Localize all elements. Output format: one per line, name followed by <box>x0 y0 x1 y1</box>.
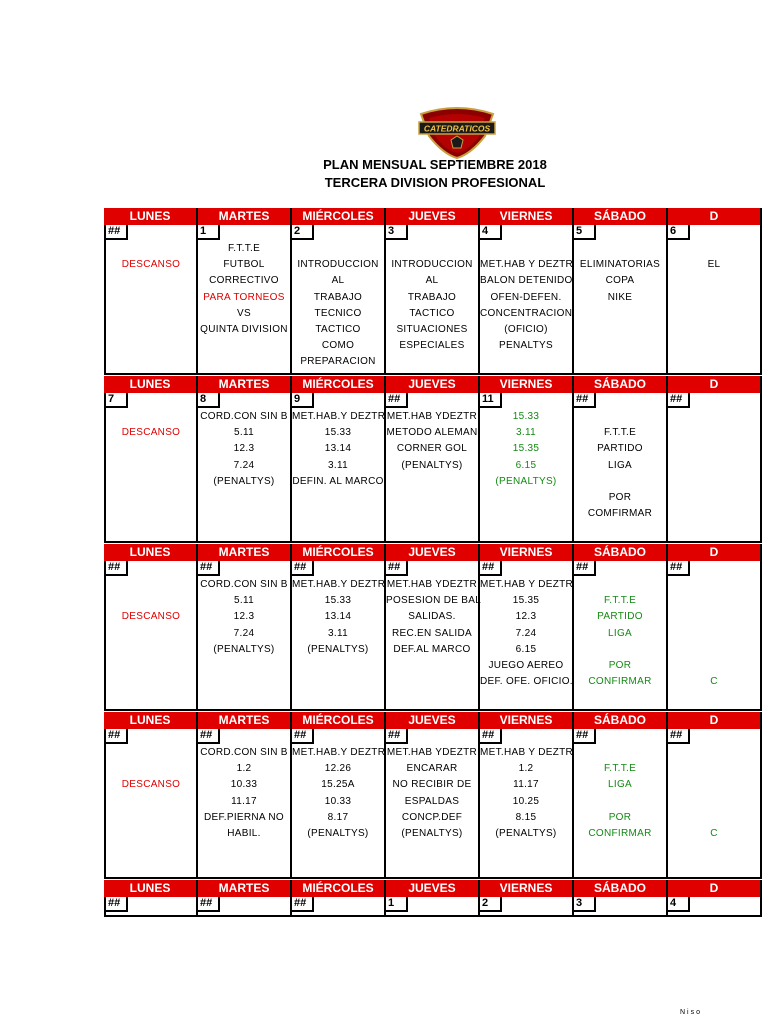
day-cell <box>668 393 762 543</box>
session-note-line: 1.2 <box>236 763 252 775</box>
day-number: ## <box>198 561 220 576</box>
session-note-line <box>574 474 666 490</box>
session-notes <box>574 409 666 522</box>
day-number: ## <box>106 729 128 744</box>
session-note-line <box>574 642 666 658</box>
session-note-line: 6.15 <box>515 643 537 655</box>
weekday-header: VIERNES <box>480 880 574 897</box>
session-note-line <box>668 810 760 826</box>
weekday-header: VIERNES <box>480 712 574 729</box>
session-note-line <box>106 593 196 609</box>
day-number: 9 <box>292 393 314 408</box>
day-number: ## <box>292 897 314 912</box>
session-note-line: 10.33 <box>230 779 258 791</box>
day-number: ## <box>480 729 502 744</box>
session-note-line: (PENALTYS) <box>495 475 557 487</box>
session-note-line: (PENALTYS) <box>495 827 557 839</box>
session-note-line: JUEGO AEREO <box>488 659 564 671</box>
session-note-line: F.T.T.E <box>603 763 637 775</box>
session-note-line: HABIL. <box>227 827 261 839</box>
session-note-line: (PENALTYS) <box>401 827 463 839</box>
session-note-line: METODO ALEMAN <box>386 427 478 439</box>
day-number: 4 <box>668 897 690 912</box>
session-note-line: 1.2 <box>518 763 534 775</box>
session-note-line: LIGA <box>608 779 632 791</box>
day-number: ## <box>106 561 128 576</box>
session-note-line: DESCANSO <box>121 611 181 623</box>
day-cell <box>386 897 480 917</box>
session-notes <box>480 409 572 490</box>
session-note-line: DESCANSO <box>121 259 181 271</box>
day-number: 1 <box>198 225 220 240</box>
session-note-line: NO RECIBIR DE <box>392 779 472 791</box>
session-note-line: POR <box>608 811 632 823</box>
session-note-line: LIGA <box>608 459 632 471</box>
weekday-header: JUEVES <box>386 712 480 729</box>
session-note-line: (PENALTYS) <box>401 459 463 471</box>
day-number: ## <box>668 729 690 744</box>
day-cell <box>480 393 574 543</box>
day-number: 5 <box>574 225 596 240</box>
day-cell <box>668 897 762 917</box>
session-notes <box>668 745 760 842</box>
session-note-line <box>386 241 478 257</box>
day-cell <box>574 225 668 375</box>
session-note-line: MET.HAB Y DEZTR <box>480 579 574 590</box>
day-cell <box>574 393 668 543</box>
day-cell <box>480 729 574 879</box>
session-note-line: (PENALTYS) <box>307 827 369 839</box>
session-note-line: 3.11 <box>516 427 536 439</box>
session-note-line: INTRODUCCION <box>297 259 379 271</box>
day-cell <box>574 729 668 879</box>
session-note-line: MET.HAB.Y DEZTR <box>292 411 386 422</box>
day-number: 8 <box>198 393 220 408</box>
session-note-line: 5.11 <box>234 595 254 607</box>
session-note-line: VS <box>237 307 251 319</box>
session-note-line: QUINTA DIVISION <box>200 323 288 335</box>
session-note-line: 12.26 <box>324 763 352 775</box>
monthly-calendar <box>104 208 721 918</box>
session-note-line: DEF.AL MARCO <box>393 643 471 655</box>
session-note-line: 10.25 <box>512 795 540 807</box>
day-number: 2 <box>292 225 314 240</box>
day-cell <box>104 225 198 375</box>
session-note-line <box>668 745 760 761</box>
day-number: ## <box>198 897 220 912</box>
day-cell <box>104 393 198 543</box>
session-note-line <box>106 241 196 257</box>
session-note-line: AL <box>331 275 345 287</box>
weekday-header: D <box>668 880 762 897</box>
session-note-line: TRABAJO <box>313 291 363 303</box>
session-notes <box>106 577 196 626</box>
day-cell <box>198 729 292 879</box>
session-note-line <box>106 761 196 777</box>
session-note-line: TECNICO <box>314 307 362 319</box>
weekday-header: JUEVES <box>386 544 480 561</box>
session-note-line: PARA TORNEOS <box>203 291 285 303</box>
weekday-header: MIÉRCOLES <box>292 208 386 225</box>
session-note-line: (PENALTYS) <box>213 643 275 655</box>
weekday-header-row <box>104 880 784 897</box>
session-note-line: 13.14 <box>324 443 352 455</box>
weekday-header: MARTES <box>198 376 292 393</box>
day-number: ## <box>574 393 596 408</box>
session-note-line: POR <box>608 491 632 503</box>
weekday-header: MARTES <box>198 712 292 729</box>
session-note-line: CORRECTIVO <box>209 275 279 287</box>
footer-text: Niso <box>680 1009 703 1016</box>
day-number: ## <box>668 561 690 576</box>
session-note-line: CONCP.DEF <box>401 811 463 823</box>
day-number: ## <box>292 561 314 576</box>
session-note-line: LIGA <box>608 627 632 639</box>
weekday-header: LUNES <box>104 712 198 729</box>
session-note-line: TACTICO <box>409 307 455 319</box>
weekday-header: LUNES <box>104 880 198 897</box>
session-note-line: ESPALDAS <box>404 795 460 807</box>
session-note-line: 13.14 <box>324 611 352 623</box>
day-cell <box>104 561 198 711</box>
session-note-line: C <box>710 827 718 839</box>
session-note-line: 10.33 <box>324 795 352 807</box>
session-note-line <box>668 241 760 257</box>
weekday-header: VIERNES <box>480 544 574 561</box>
session-note-line: CONCENTRACION <box>480 307 573 319</box>
day-number: ## <box>106 897 128 912</box>
session-notes <box>198 745 290 842</box>
session-note-line: CORD.CON SIN B <box>200 411 288 422</box>
day-cell <box>668 225 762 375</box>
day-number: 1 <box>386 897 408 912</box>
session-note-line: F.T.T.E <box>227 243 261 254</box>
session-note-line: MET.HAB.Y DEZTR <box>292 579 386 590</box>
day-number: ## <box>106 225 128 240</box>
weekday-header: MIÉRCOLES <box>292 880 386 897</box>
weekday-header: D <box>668 376 762 393</box>
session-notes <box>668 577 760 690</box>
session-note-line: (PENALTYS) <box>213 475 275 487</box>
session-notes <box>668 241 760 273</box>
weekday-header: SÁBADO <box>574 376 668 393</box>
session-note-line: POSESION DE BAL <box>386 595 482 607</box>
weekday-header: JUEVES <box>386 376 480 393</box>
session-notes <box>668 409 760 425</box>
weekday-header: SÁBADO <box>574 880 668 897</box>
session-note-line: MET.HAB YDEZTR <box>386 579 478 590</box>
day-cell <box>104 729 198 879</box>
day-cell <box>574 897 668 917</box>
session-note-line: INTRODUCCION <box>391 259 473 271</box>
weekday-header-row <box>104 208 784 225</box>
session-note-line: DESCANSO <box>121 427 181 439</box>
session-note-line <box>668 794 760 810</box>
session-note-line: MET.HAB Y DEZTR <box>480 259 574 271</box>
weekday-header: MIÉRCOLES <box>292 712 386 729</box>
session-note-line <box>668 642 760 658</box>
weekday-header: VIERNES <box>480 376 574 393</box>
session-note-line: TRABAJO <box>407 291 457 303</box>
session-note-line: 15.35 <box>512 595 540 607</box>
session-notes <box>106 241 196 273</box>
session-note-line: 12.3 <box>233 611 255 623</box>
session-note-line: 11.17 <box>231 795 257 807</box>
weekday-header: D <box>668 712 762 729</box>
day-number: ## <box>574 561 596 576</box>
day-cell <box>386 729 480 879</box>
day-number: ## <box>198 729 220 744</box>
session-notes <box>198 577 290 658</box>
weekday-header-row <box>104 376 784 393</box>
session-notes <box>106 409 196 441</box>
session-note-line <box>668 658 760 674</box>
session-note-line: 15.33 <box>324 595 352 607</box>
session-note-line <box>106 577 196 593</box>
weekday-header: D <box>668 544 762 561</box>
session-note-line: ELIMINATORIAS <box>579 259 661 271</box>
day-cell <box>480 225 574 375</box>
session-note-line: CORD.CON SIN B <box>200 747 288 758</box>
session-note-line: PARTIDO <box>597 443 643 455</box>
weekday-header: MIÉRCOLES <box>292 544 386 561</box>
session-notes <box>198 241 290 338</box>
day-cell <box>668 729 762 879</box>
day-cell <box>198 393 292 543</box>
session-note-line: REC.EN SALIDA <box>391 627 473 639</box>
day-cell <box>668 561 762 711</box>
day-number: 3 <box>574 897 596 912</box>
session-note-line: CORNER GOL <box>396 443 468 455</box>
session-note-line: 8.17 <box>327 811 349 823</box>
session-note-line: CONFIRMAR <box>588 676 652 688</box>
session-note-line: 11.17 <box>513 779 539 791</box>
day-cell <box>480 561 574 711</box>
session-note-line <box>574 409 666 425</box>
session-note-line: SALIDAS. <box>408 611 456 623</box>
session-notes <box>386 577 482 658</box>
page-title: PLAN MENSUAL SEPTIEMBRE 2018 <box>323 157 547 172</box>
session-notes <box>292 577 384 658</box>
weekday-header: LUNES <box>104 544 198 561</box>
session-note-line: ENCARAR <box>406 763 458 775</box>
day-number: ## <box>574 729 596 744</box>
weekday-header: MARTES <box>198 880 292 897</box>
session-note-line: DEF.PIERNA NO <box>203 811 285 823</box>
session-note-line: NIKE <box>607 291 633 303</box>
session-notes <box>292 241 384 371</box>
svg-text:CATEDRATICOS: CATEDRATICOS <box>423 123 491 134</box>
day-number: 6 <box>668 225 690 240</box>
weekday-header: MARTES <box>198 208 292 225</box>
session-note-line: TACTICO <box>315 323 361 335</box>
day-number: ## <box>668 393 690 408</box>
day-number: 11 <box>480 393 502 408</box>
day-number: ## <box>386 561 408 576</box>
session-note-line <box>668 626 760 642</box>
day-cell <box>480 897 574 917</box>
session-note-line: POR <box>608 659 632 671</box>
session-note-line: AL <box>425 275 439 287</box>
session-note-line: MET.HAB YDEZTR <box>386 747 478 758</box>
weekday-header: LUNES <box>104 376 198 393</box>
session-note-line: 6.15 <box>515 459 537 471</box>
day-cell <box>386 393 480 543</box>
weekday-header: LUNES <box>104 208 198 225</box>
day-number: 4 <box>480 225 502 240</box>
session-notes <box>480 577 572 690</box>
session-note-line: 7.24 <box>233 627 255 639</box>
day-cell <box>198 225 292 375</box>
session-note-line <box>106 409 196 425</box>
session-note-line: F.T.T.E <box>603 427 637 439</box>
day-cell <box>198 897 292 917</box>
day-cell <box>292 561 386 711</box>
session-note-line <box>668 593 760 609</box>
session-note-line: 15.25A <box>321 779 355 791</box>
session-note-line: DEFIN. AL MARCO <box>292 475 384 487</box>
session-note-line: CONFIRMAR <box>588 827 652 839</box>
weekday-header: SÁBADO <box>574 208 668 225</box>
session-note-line <box>574 241 666 257</box>
day-number: ## <box>480 561 502 576</box>
session-note-line: FUTBOL <box>223 259 265 271</box>
day-cell <box>292 225 386 375</box>
session-note-line <box>574 745 666 761</box>
day-number: 2 <box>480 897 502 912</box>
session-note-line: BALON DETENIDO <box>480 275 573 287</box>
day-number: ## <box>386 393 408 408</box>
weekday-header-row <box>104 712 784 729</box>
session-note-line: 8.15 <box>515 811 537 823</box>
weekday-header: JUEVES <box>386 208 480 225</box>
session-notes <box>386 241 478 354</box>
day-cell <box>198 561 292 711</box>
day-number: 7 <box>106 393 128 408</box>
session-note-line: (OFICIO) <box>504 323 548 335</box>
day-number: 3 <box>386 225 408 240</box>
session-note-line: PENALTYS <box>499 340 553 352</box>
session-note-line: PREPARACION <box>300 356 376 368</box>
day-cell <box>292 897 386 917</box>
session-note-line: COMO <box>321 340 355 352</box>
session-note-line: CORD.CON SIN B <box>200 579 288 590</box>
day-cell <box>104 897 198 917</box>
session-note-line: 15.33 <box>324 427 352 439</box>
session-note-line: COPA <box>605 275 635 287</box>
page-subtitle: TERCERA DIVISION PROFESIONAL <box>324 175 546 190</box>
session-note-line: F.T.T.E <box>603 595 637 607</box>
session-notes <box>574 577 666 690</box>
weekday-header: JUEVES <box>386 880 480 897</box>
session-note-line <box>668 409 760 425</box>
session-note-line: SITUACIONES <box>396 323 468 335</box>
session-note-line: OFEN-DEFEN. <box>490 291 562 303</box>
day-number: ## <box>386 729 408 744</box>
session-note-line: 15.33 <box>512 411 540 422</box>
team-crest-logo <box>413 106 501 158</box>
session-note-line: (PENALTYS) <box>307 643 369 655</box>
session-note-line <box>574 794 666 810</box>
day-cell <box>574 561 668 711</box>
session-note-line: 7.24 <box>233 459 255 471</box>
session-note-line <box>668 609 760 625</box>
session-note-line <box>574 577 666 593</box>
session-note-line <box>292 241 384 257</box>
session-note-line: COMFIRMAR <box>587 508 653 520</box>
session-note-line: 12.3 <box>233 443 255 455</box>
session-note-line <box>106 745 196 761</box>
weekday-header: D <box>668 208 762 225</box>
session-note-line <box>668 777 760 793</box>
session-note-line: 5.11 <box>234 427 254 439</box>
day-cell <box>292 729 386 879</box>
session-note-line: 12.3 <box>515 611 537 623</box>
day-cell <box>386 561 480 711</box>
session-note-line: C <box>710 676 718 688</box>
weekday-header: SÁBADO <box>574 712 668 729</box>
day-cell <box>292 393 386 543</box>
session-note-line: MET.HAB.Y DEZTR <box>292 747 386 758</box>
session-note-line <box>668 761 760 777</box>
session-note-line: 7.24 <box>515 627 537 639</box>
weekday-header-row <box>104 544 784 561</box>
session-notes <box>198 409 290 490</box>
session-note-line: MET.HAB YDEZTR <box>386 411 478 422</box>
session-note-line: EL <box>707 259 721 271</box>
session-note-line <box>668 577 760 593</box>
session-notes <box>480 241 572 354</box>
weekday-header: SÁBADO <box>574 544 668 561</box>
session-note-line: PARTIDO <box>597 611 643 623</box>
session-notes <box>480 745 572 842</box>
session-note-line: 3.11 <box>328 627 348 639</box>
session-note-line: DESCANSO <box>121 779 181 791</box>
session-notes <box>574 745 666 842</box>
weekday-header: MARTES <box>198 544 292 561</box>
session-notes <box>292 745 384 842</box>
session-notes <box>106 745 196 794</box>
session-notes <box>574 241 666 306</box>
day-cell <box>386 225 480 375</box>
day-number: ## <box>292 729 314 744</box>
session-note-line: 15.35 <box>512 443 540 455</box>
weekday-header: VIERNES <box>480 208 574 225</box>
session-note-line: 3.11 <box>328 459 348 471</box>
session-note-line: ESPECIALES <box>399 340 465 352</box>
session-notes <box>292 409 384 490</box>
session-notes <box>386 745 478 842</box>
session-notes <box>386 409 478 474</box>
session-note-line: MET.HAB Y DEZTR <box>480 747 574 758</box>
weekday-header: MIÉRCOLES <box>292 376 386 393</box>
session-note-line: DEF. OFE. OFICIO. <box>480 676 573 688</box>
session-note-line <box>480 241 572 257</box>
